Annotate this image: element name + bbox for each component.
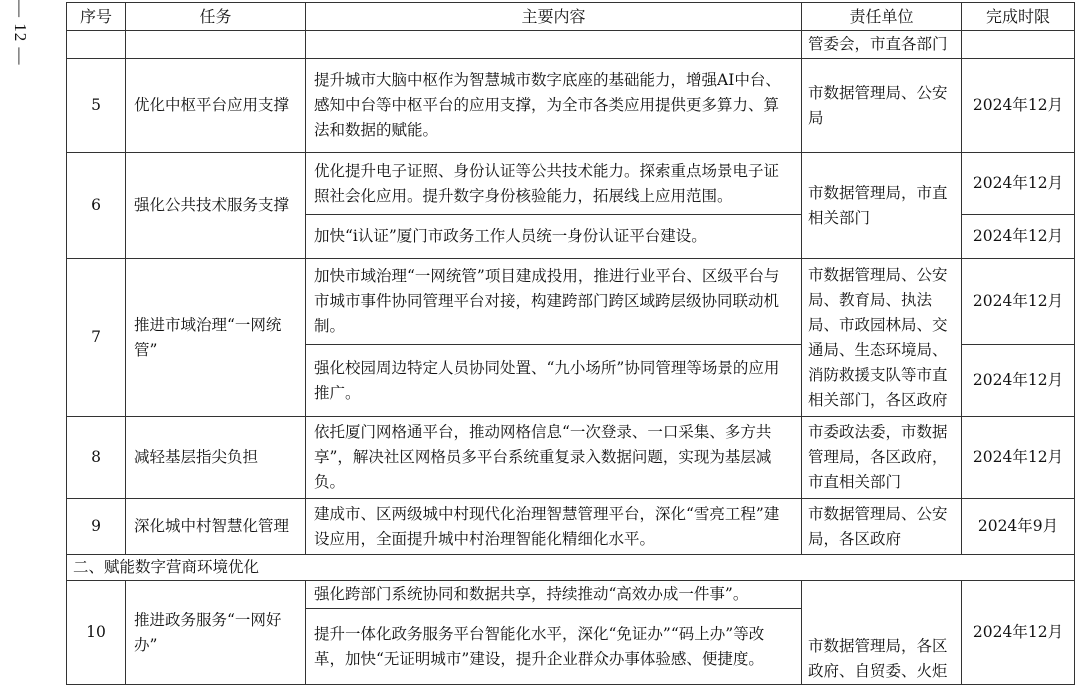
row-no: 10 (67, 581, 126, 685)
content-cell: 依托厦门网格通平台，推动网格信息“一次登录、一口采集、多方共享”，解决社区网格员多平台系统重复录入数据问题，实现为基层减负。 (306, 417, 802, 499)
unit-cell: 管委会，市直各部门 (802, 31, 962, 59)
content-cell: 提升城市大脑中枢作为智慧城市数字底座的基础能力，增强AI中台、感知中台等中枢平台的应用支撑，为全市各类应用提供更多算力、算法和数据的赋能。 (306, 59, 802, 153)
task-cell: 优化中枢平台应用支撑 (126, 59, 306, 153)
content-cell: 优化提升电子证照、身份认证等公共技术能力。探索重点场景电子证照社会化应用。提升数字身份核验能力，拓展线上应用范围。 (306, 153, 802, 215)
task-cell: 推进市域治理“一网统管” (126, 259, 306, 417)
row-no: 7 (67, 259, 126, 417)
task-cell: 强化公共技术服务支撑 (126, 153, 306, 259)
content-cell: 提升一体化政务服务平台智能化水平，深化“免证办”“码上办”等改革，加快“无证明城市”建设，提升企业群众办事体验感、便捷度。 (306, 609, 802, 685)
row-no: 6 (67, 153, 126, 259)
table-row (67, 259, 1075, 345)
header-unit: 责任单位 (802, 3, 962, 31)
content-cell: 建成市、区两级城中村现代化治理智慧管理平台，深化“雪亮工程”建设应用，全面提升城中村治理智能化精细化水平。 (306, 499, 802, 555)
row-no: 5 (67, 59, 126, 153)
deadline-cell: 2024年12月 (962, 59, 1075, 153)
unit-cell: 市委政法委，市数据管理局，各区政府，市直相关部门 (802, 417, 962, 499)
table-row (67, 417, 1075, 499)
header-content: 主要内容 (306, 3, 802, 31)
table-row (67, 153, 1075, 215)
deadline-cell: 2024年12月 (962, 153, 1075, 215)
row-no: 8 (67, 417, 126, 499)
deadline-cell: 2024年12月 (962, 345, 1075, 417)
unit-cell: 市数据管理局、公安局、教育局、执法局、市政园林局、交通局、生态环境局、消防救援支队等市直相关部门，各区政府 (802, 259, 962, 417)
content-cell: 强化校园周边特定人员协同处置、“九小场所”协同管理等场景的应用推广。 (306, 345, 802, 417)
header-row (67, 3, 1075, 31)
unit-cell: 市数据管理局，各区政府、自贸委、火炬 (802, 581, 962, 685)
task-cell: 深化城中村智慧化管理 (126, 499, 306, 555)
header-deadline: 完成时限 (962, 3, 1075, 31)
section-row (67, 555, 1075, 581)
page-number: — 12 — (11, 0, 30, 66)
deadline-cell: 2024年12月 (962, 417, 1075, 499)
unit-cell: 市数据管理局、公安局 (802, 59, 962, 153)
content-cell: 加快“i认证”厦门市政务工作人员统一身份认证平台建设。 (306, 215, 802, 259)
deadline-cell: 2024年9月 (962, 499, 1075, 555)
deadline-cell: 2024年12月 (962, 215, 1075, 259)
header-no: 序号 (67, 3, 126, 31)
task-table (66, 2, 1075, 685)
header-task: 任务 (126, 3, 306, 31)
table-row (67, 499, 1075, 555)
content-cell: 强化跨部门系统协同和数据共享，持续推动“高效办成一件事”。 (306, 581, 802, 609)
table-row (67, 59, 1075, 153)
task-cell: 减轻基层指尖负担 (126, 417, 306, 499)
deadline-cell: 2024年12月 (962, 259, 1075, 345)
deadline-cell: 2024年12月 (962, 581, 1075, 685)
table-row (67, 581, 1075, 609)
task-cell: 推进政务服务“一网好办” (126, 581, 306, 685)
section-title: 二、赋能数字营商环境优化 (67, 555, 1075, 581)
row-no: 9 (67, 499, 126, 555)
table-row (67, 31, 1075, 59)
content-cell: 加快市域治理“一网统管”项目建成投用，推进行业平台、区级平台与市城市事件协同管理平台对接，构建跨部门跨区域跨层级协同联动机制。 (306, 259, 802, 345)
unit-cell: 市数据管理局，市直相关部门 (802, 153, 962, 259)
unit-cell: 市数据管理局、公安局，各区政府 (802, 499, 962, 555)
